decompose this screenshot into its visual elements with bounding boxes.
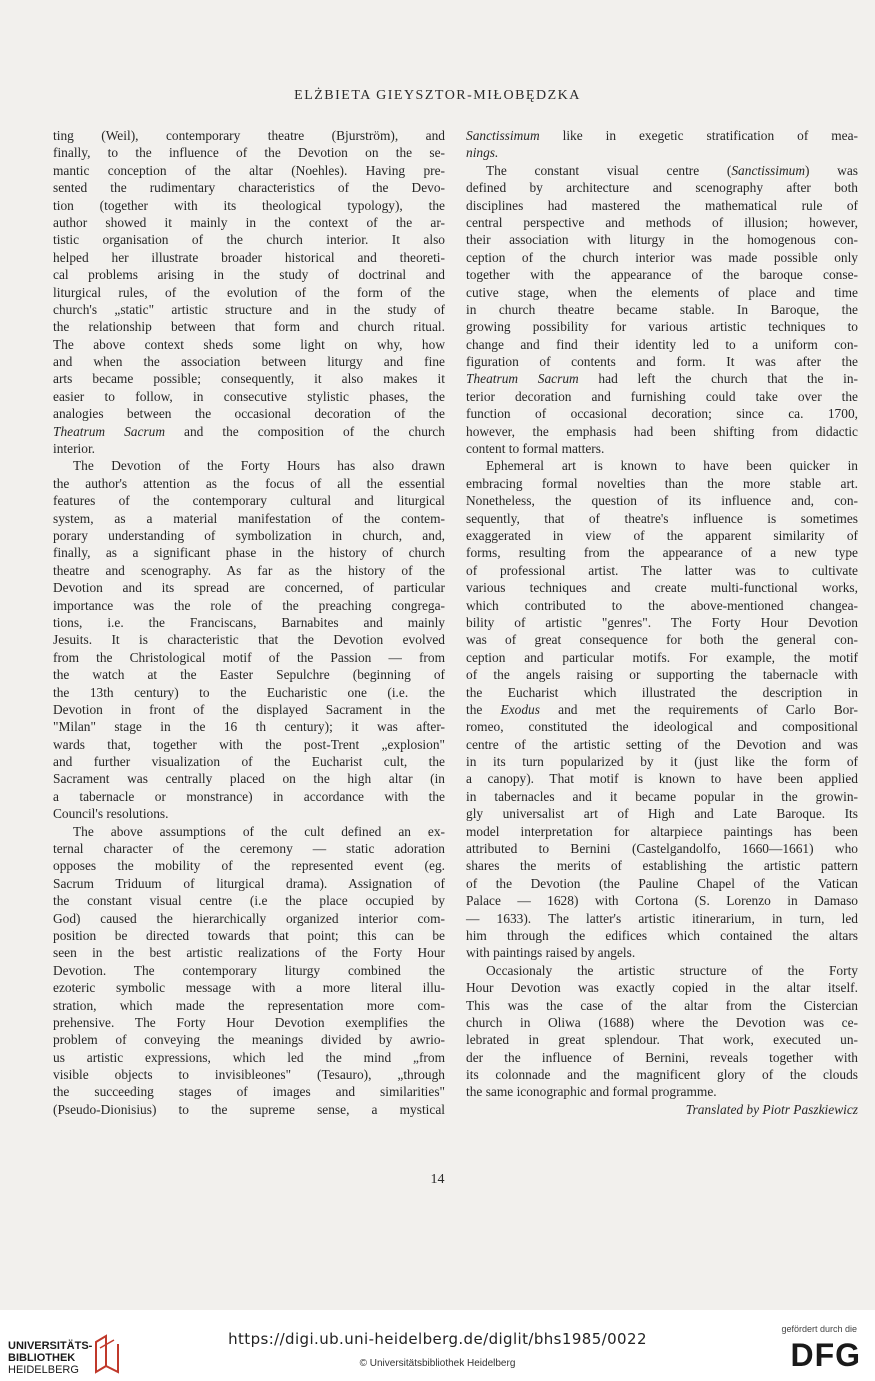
left-column [53, 127, 445, 1118]
text-line: growing possibility for various artistic techniques to [466, 319, 858, 335]
dfg-logo-icon[interactable]: DFG [790, 1337, 861, 1373]
text-line: the constant visual centre (i.e the place occupied by [53, 893, 445, 909]
text-line: problem of conveying the meanings divided by awrio- [53, 1032, 445, 1048]
text-line: The above assumptions of the cult defined an ex- [73, 823, 445, 839]
text-line: bility of artistic "genres". The Forty Hour Devotion [466, 614, 858, 630]
text-line: "Milan" stage in the 16 th century); it was after- [53, 719, 445, 735]
text-line: which contributed to the above-mentioned changea- [466, 597, 858, 613]
text-line: liturgical rules, of the evolution of the form of the [53, 284, 445, 300]
text-line: — 1633). The latter's artistic itinerarium, in turn, led [466, 910, 858, 926]
text-line: analogies between the occasional decoration of the [53, 406, 445, 422]
text-line: him through the edifices which contained the altars [466, 927, 858, 943]
text-line: model interpretation for altarpiece paintings has been [466, 823, 858, 839]
text-line: embracing formal novelties than the more stable art. [466, 475, 858, 491]
text-line: tions, i.e. the Franciscans, Barnabites and mainly [53, 614, 445, 630]
library-name-line3: HEIDELBERG [8, 1364, 79, 1376]
footer [0, 1310, 875, 1381]
text-line: figuration of contents and form. It was after the [466, 354, 858, 370]
text-line: their association with liturgy in the homogenous con- [466, 232, 858, 248]
text-line: interior. [53, 441, 96, 457]
text-line: church's „static" artistic structure and in the study of [53, 301, 445, 317]
text-line: Sacrament was centrally placed on the high altar (in [53, 771, 445, 787]
text-line: disciplines had mastered the mathematical rule of [466, 197, 858, 213]
text-line: function of occasional decoration; since ca. 1700, [466, 406, 858, 422]
text-line: ezoteric symbolic message with a more literal illu- [53, 980, 445, 996]
text-line: sented the rudimentary characteristics of the Devo- [53, 180, 445, 196]
text-line: the same iconographic and formal programme. [466, 1084, 717, 1100]
text-line: lebrated in great splendour. That work, executed un- [466, 1032, 858, 1048]
text-line: content to formal matters. [466, 441, 605, 457]
text-line: forms, resulting from the appearance of a new type [466, 545, 858, 561]
text-line: Devotion and its spread are concerned, of particular [53, 580, 445, 596]
text-line: sequently, that of theatre's influence is sometimes [466, 510, 858, 526]
text-line: of the Devotion (the Pauline Chapel of the Vatican [466, 875, 858, 891]
text-line: defined by architecture and scenography after both [466, 180, 858, 196]
text-line: shares the merits of establishing the artistic pattern [466, 858, 858, 874]
text-line: central perspective and methods of illusion; however, [466, 214, 858, 230]
text-line: Sacrum Triduum of liturgical drama). Assignation of [53, 875, 445, 891]
text-line: and further visualization of the Eucharist cult, the [53, 754, 445, 770]
text-line: Occasionaly the artistic structure of the Forty [486, 962, 858, 978]
page-number: 14 [430, 1172, 445, 1187]
text-line: the Eucharist which illustrated the description in [466, 684, 858, 700]
text-line: mantic conception of the altar (Noehles). Having pre- [53, 162, 445, 178]
library-name-line1: UNIVERSITÄTS- [8, 1340, 93, 1352]
text-line: porary understanding of symbolization in church, and, [53, 527, 445, 543]
text-line: Palace — 1628) with Cortona (S. Lorenzo in Damaso [466, 893, 858, 909]
permalink-url[interactable]: https://digi.ub.uni-heidelberg.de/diglit/bhs1985/0022 [228, 1330, 647, 1348]
library-name-line2: BIBLIOTHEK [8, 1352, 76, 1364]
text-line: theatre and scenography. As far as the history of the [53, 562, 445, 578]
text-line: (Pseudo-Dionisius) to the supreme sense, a mystical [53, 1101, 445, 1117]
text-line: tion (together with its theological typology), the [53, 197, 445, 213]
text-line: cutive stage, when the elements of place and time [466, 284, 858, 300]
text-line: The Devotion of the Forty Hours has also drawn [73, 458, 445, 474]
text-line: gly universalist art of High and Late Baroque. Its [466, 806, 858, 822]
text-line: the relationship between that form and church ritual. [53, 319, 445, 335]
text-line: the 13th century) to the Eucharistic one (i.e. the [53, 684, 445, 700]
text-line: importance was the role of the preaching congrega- [53, 597, 445, 613]
text-line: seen in the best artistic realizations of the Forty Hour [53, 945, 445, 961]
text-line: opposes the mobility of the represented event (eg. [53, 858, 445, 874]
text-line: us artistic expressions, which led the mind „from [53, 1049, 445, 1065]
text-line: finally, to the influence of the Devotion on the se- [53, 145, 445, 161]
text-line: of professional artist. The latter was to cultivate [466, 562, 858, 578]
text-line: Hour Devotion was exactly copied in the altar itself. [466, 980, 858, 996]
text-line: attributed to Bernini (Castelgandolfo, 1660—1661) who [466, 841, 858, 857]
text-line: its colonnade and the magnificent glory of the clouds [466, 1067, 858, 1083]
text-line: a canopy). That motif is known to have been applied [466, 771, 858, 787]
text-line: Theatrum Sacrum and the composition of the church [53, 423, 445, 439]
text-line: exaggerated in view of the apparent similarity of [466, 527, 858, 543]
text-line: ception and particular motifs. For example, the motif [466, 649, 858, 665]
text-line: prehensive. The Forty Hour Devotion exemplifies the [53, 1014, 445, 1030]
text-line: visible objects to invisibleones" (Tesauro), „through [53, 1067, 445, 1083]
text-line: features of the contemporary cultural and liturgical [53, 493, 445, 509]
text-line: der the influence of Bernini, reveals together with [466, 1049, 858, 1065]
text-line: in church theatre became stable. In Baroque, the [466, 301, 858, 317]
text-line: Nonetheless, the question of its influence and, con- [466, 493, 858, 509]
text-line: God) caused the hierarchically organized interior com- [53, 910, 445, 926]
text-line: system, as a material manifestation of the contem- [53, 510, 445, 526]
text-line: the succeeding stages of images and similarities" [53, 1084, 445, 1100]
text-line: Theatrum Sacrum had left the church that the in- [466, 371, 859, 387]
text-line: Devotion. The contemporary liturgy combined the [53, 962, 445, 978]
text-line: of the angels raising or supporting the tabernacle with [466, 667, 858, 683]
text-line: and when the association between liturgy and fine [53, 354, 445, 370]
text-line: was of great consequence for both the general con- [466, 632, 858, 648]
text-line: arts became possible; consequently, it also makes it [53, 371, 445, 387]
text-line: This was the case of the altar from the Cistercian [466, 997, 858, 1013]
text-line: stration, which made the representation more com- [53, 997, 445, 1013]
text-line: The above context sheds some light on why, how [53, 336, 445, 352]
text-line: terior decoration and furnishing could take over the [466, 388, 858, 404]
text-line: finally, as a significant phase in the history of church [53, 545, 445, 561]
text-line: romeo, constituted the ideological and compositional [466, 719, 858, 735]
text-line: various techniques and create multi-functional works, [466, 580, 858, 596]
funding-note: gefördert durch die [781, 1324, 857, 1334]
text-line: the author's attention as the focus of all the essential [53, 475, 445, 491]
text-line: from the Christological motif of the Passion — from [53, 649, 445, 665]
text-line: in tabernacles and it became popular in the growin- [466, 788, 858, 804]
right-column [466, 127, 858, 1118]
text-line: wards that, together with the post-Trent „explosion" [53, 736, 445, 752]
text-line: easier to follow, in consecutive stylistic phases, the [53, 388, 445, 404]
text-line: the Exodus and met the requirements of Carlo Bor- [466, 701, 858, 717]
copyright-notice: © Universitätsbibliothek Heidelberg [359, 1358, 516, 1369]
text-line: nings. [466, 145, 499, 161]
text-line: Jesuits. It is characteristic that the Devotion evolved [53, 632, 445, 648]
text-line: ting (Weil), contemporary theatre (Bjurström), and [53, 128, 445, 143]
text-line: Council's resolutions. [53, 806, 169, 822]
text-line: author showed it mainly in the context of the ar- [53, 214, 445, 230]
text-line: The constant visual centre (Sanctissimum) was [486, 162, 858, 178]
text-line: change and find their identity led to a uniform con- [466, 336, 858, 352]
text-line: position be directed towards that point; this can be [53, 927, 445, 943]
text-line: ternal character of the ceremony — static adoration [53, 841, 445, 857]
text-line: in its turn popularized by it (just like the form of [466, 754, 858, 770]
text-line: together with the appearance of the baroque conse- [466, 267, 858, 283]
text-line: Translated by Piotr Paszkiewicz [685, 1101, 858, 1117]
text-line: the watch at the Easter Sepulchre (beginning of [53, 667, 445, 683]
running-head: ELŻBIETA GIEYSZTOR-MIŁOBĘDZKA [294, 88, 581, 103]
text-line: centre of the artistic setting of the Devotion and was [466, 736, 858, 752]
text-line: Devotion in front of the displayed Sacrament in the [53, 701, 445, 717]
text-line: cal problems arising in the study of doctrinal and [53, 267, 445, 283]
text-line: church in Oliwa (1688) where the Devotion was ce- [466, 1014, 858, 1030]
text-line: Sanctissimum like in exegetic stratification of mea- [466, 128, 858, 143]
text-line: helped her illustrate broader historical and theoreti- [53, 249, 445, 265]
text-line: a tabernacle or monstrance) in accordance with the [53, 788, 445, 804]
text-line: however, the emphasis had been shifting from didactic [466, 423, 858, 439]
text-line: tistic organisation of the church interior. It also [53, 232, 445, 248]
text-line: ception of the church interior was made possible only [466, 249, 858, 265]
text-line: Ephemeral art is known to have been quicker in [486, 458, 858, 474]
text-line: with paintings raised by angels. [466, 945, 636, 961]
